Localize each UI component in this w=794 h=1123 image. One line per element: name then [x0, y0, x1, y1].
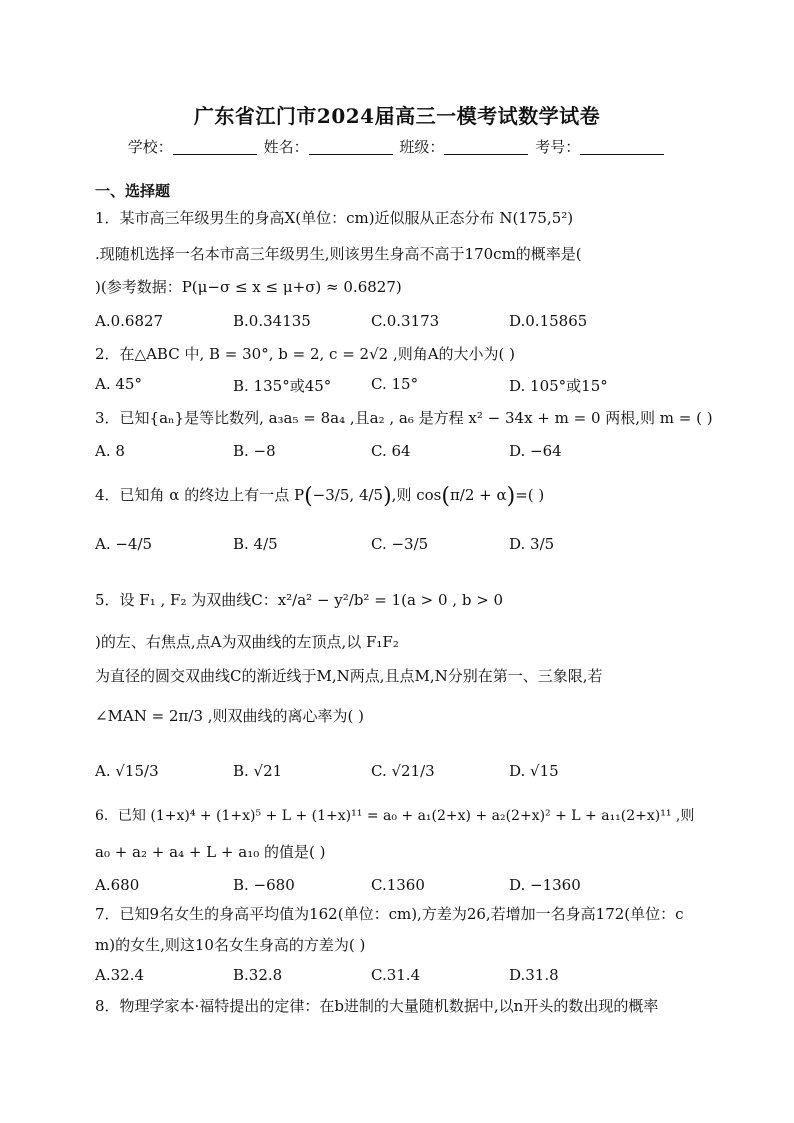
- school-label: 学校：: [127, 138, 173, 156]
- name-label: 姓名：: [263, 138, 309, 156]
- question-7-line-2: m)的女生,则这10名女生身高的方差为( ): [95, 936, 366, 954]
- option-b[interactable]: B.32.8: [233, 966, 283, 984]
- question-5-line-2: )的左、右焦点,点A为双曲线的左顶点,以 F₁F₂: [95, 633, 399, 651]
- question-4-options: [95, 535, 705, 559]
- exam-number-blank[interactable]: [580, 140, 664, 155]
- option-b[interactable]: B. −8: [233, 442, 276, 460]
- option-b[interactable]: B. −680: [233, 876, 295, 894]
- question-4-prefix: 4．已知角 α 的终边上有一点 P: [95, 486, 305, 504]
- option-a[interactable]: A.32.4: [95, 966, 144, 984]
- question-5-line-4: ∠MAN = 2π/3 ,则双曲线的离心率为( ): [95, 707, 364, 725]
- option-c[interactable]: C. 64: [371, 442, 411, 460]
- question-5-line-1: 5．设 F₁ , F₂ 为双曲线C：x²/a² − y²/b² = 1(a > 0 , b > 0: [95, 591, 504, 609]
- question-7-options: [95, 966, 705, 990]
- question-8-line-1: 8．物理学家本·福特提出的定律：在b进制的大量随机数据中,以n开头的数出现的概率: [95, 997, 659, 1015]
- question-6-line-1: 6．已知 (1+x)⁴ + (1+x)⁵ + L + (1+x)¹¹ = a₀ + a₁(2+x) + a₂(2+x)² + L + a₁₁(2+x)¹¹ ,则: [95, 808, 695, 824]
- option-d[interactable]: D. −64: [509, 442, 562, 460]
- cos-angle: π/2 + α: [449, 486, 507, 504]
- option-c[interactable]: C. −3/5: [371, 535, 429, 553]
- question-6-options: [95, 876, 705, 900]
- option-c[interactable]: C.0.3173: [371, 312, 440, 330]
- option-d[interactable]: D. √15: [509, 762, 559, 780]
- question-1-line-1: 1．某市高三年级男生的身高X(单位：cm)近似服从正态分布 N(175,5²): [95, 209, 574, 227]
- option-c[interactable]: C. √21/3: [371, 762, 435, 780]
- question-4-suffix: =( ): [515, 486, 545, 504]
- option-c[interactable]: C. 15°: [371, 375, 419, 393]
- page-title: 广东省江门市2024届高三一模考试数学试卷: [193, 104, 601, 128]
- question-2-line-1: 2．在△ABC 中, B = 30°, b = 2, c = 2√2 ,则角A的大小为( ): [95, 345, 516, 363]
- option-d[interactable]: D. 3/5: [509, 535, 555, 553]
- question-5-options: [95, 762, 705, 786]
- option-a[interactable]: A. −4/5: [95, 535, 153, 553]
- option-b[interactable]: B. √21: [233, 762, 283, 780]
- option-b[interactable]: B. 4/5: [233, 535, 278, 553]
- option-c[interactable]: C.1360: [371, 876, 425, 894]
- question-4-mid: ,则 cos: [391, 486, 442, 504]
- option-d[interactable]: D.31.8: [509, 966, 559, 984]
- option-b[interactable]: B.0.34135: [233, 312, 311, 330]
- option-a[interactable]: A. √15/3: [95, 762, 159, 780]
- question-3-line-1: 3．已知{aₙ}是等比数列, a₃a₅ = 8a₄ ,且a₂ , a₆ 是方程 x² − 34x + m = 0 两根,则 m = ( ): [95, 409, 713, 427]
- question-4-line-1: 4．已知角 α 的终边上有一点 P(−3/5, 4/5),则 cos(π/2 + α)=( ): [95, 484, 545, 509]
- exam-number-label: 考号：: [535, 138, 581, 156]
- question-7-line-1: 7．已知9名女生的身高平均值为162(单位：cm),方差为26,若增加一名身高172(单位：c: [95, 905, 684, 923]
- option-a[interactable]: A.0.6827: [95, 312, 164, 330]
- question-6-line-2: a₀ + a₂ + a₄ + L + a₁₀ 的值是( ): [95, 843, 326, 861]
- question-2-options: [95, 375, 705, 399]
- question-3-options: [95, 442, 705, 466]
- option-b[interactable]: B. 135°或45°: [233, 377, 332, 395]
- question-1-line-2: .现随机选择一名本市高三年级男生,则该男生身高不高于170cm的概率是(: [95, 245, 582, 263]
- option-c[interactable]: C.31.4: [371, 966, 421, 984]
- student-info-line: [0, 136, 794, 157]
- option-d[interactable]: D.0.15865: [509, 312, 588, 330]
- question-1-options: [95, 312, 705, 336]
- option-a[interactable]: A. 45°: [95, 375, 142, 393]
- question-1-line-3: )(参考数据：P(μ−σ ≤ x ≤ μ+σ) ≈ 0.6827): [95, 278, 402, 296]
- class-blank[interactable]: [444, 140, 528, 155]
- school-blank[interactable]: [173, 140, 257, 155]
- option-a[interactable]: A.680: [95, 876, 140, 894]
- name-blank[interactable]: [309, 140, 393, 155]
- point-x: −3/5: [312, 486, 350, 504]
- option-d[interactable]: D. −1360: [509, 876, 581, 894]
- option-d[interactable]: D. 105°或15°: [509, 377, 608, 395]
- option-a[interactable]: A. 8: [95, 442, 125, 460]
- section-heading: 一、选择题: [95, 182, 171, 200]
- point-y: 4/5: [358, 486, 384, 504]
- question-5-line-3: 为直径的圆交双曲线C的渐近线于M,N两点,且点M,N分别在第一、三象限,若: [95, 667, 603, 685]
- class-label: 班级：: [399, 138, 445, 156]
